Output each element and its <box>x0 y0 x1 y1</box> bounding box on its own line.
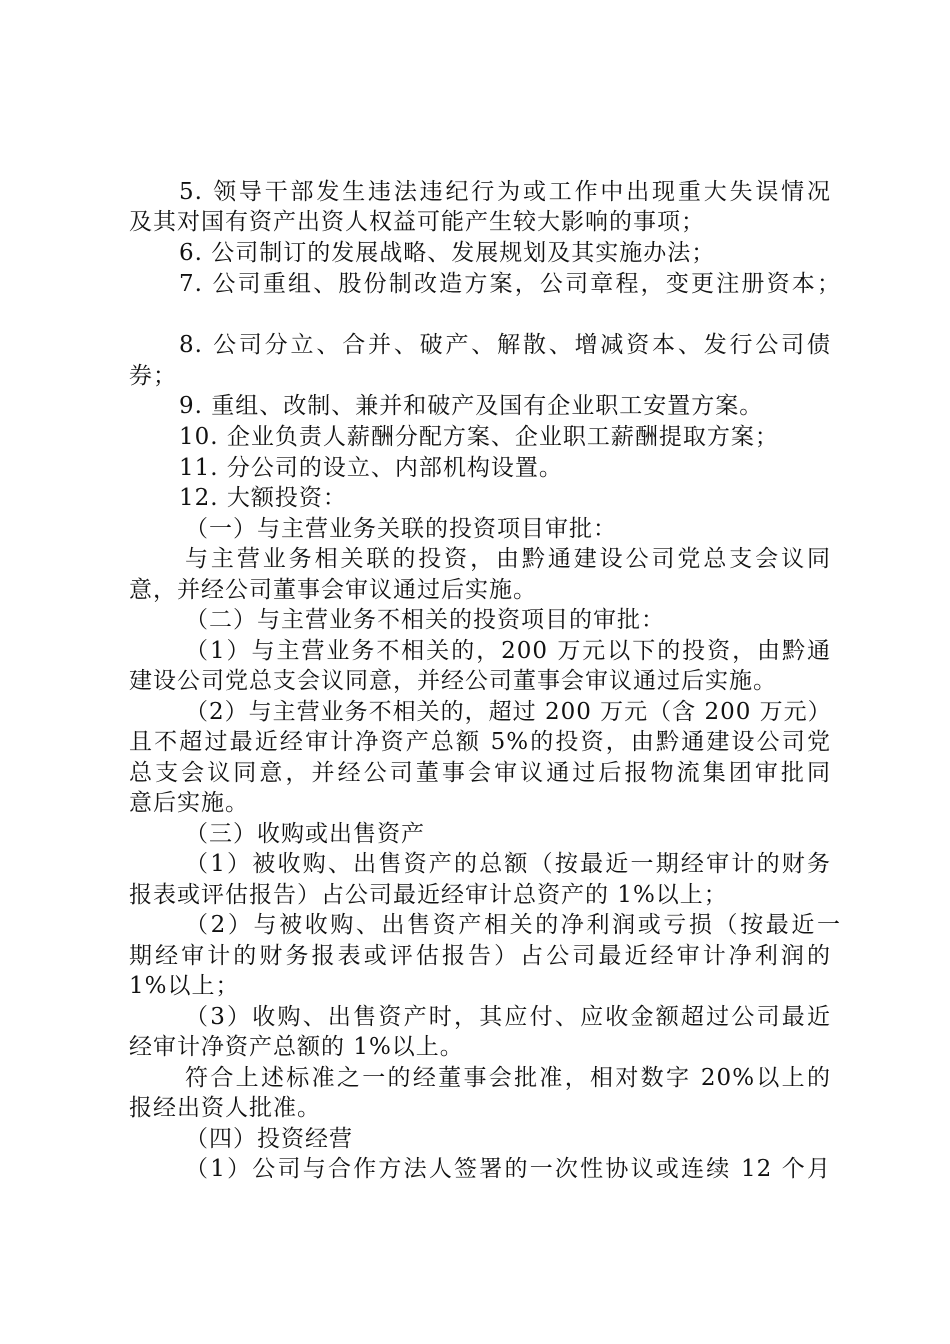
section-3-item-1-line-1: （1）被收购、出售资产的总额（按最近一期经审计的财务 <box>185 851 831 877</box>
section-3-item-3-line-2: 经审计净资产总额的 1%以上。 <box>129 1034 464 1060</box>
section-2-item-2-line-1: （2）与主营业务不相关的，超过 200 万元（含 200 万元） <box>185 699 832 725</box>
section-3-heading: （三）收购或出售资产 <box>185 821 425 847</box>
item-5-line-1: 5. 领导干部发生违法违纪行为或工作中出现重大失误情况 <box>179 179 831 205</box>
section-2-item-1-line-2: 建设公司党总支会议同意，并经公司董事会审议通过后实施。 <box>129 668 777 694</box>
criteria-line-1: 符合上述标准之一的经董事会批准，相对数字 20%以上的 <box>185 1065 831 1091</box>
section-3-item-2-line-3: 1%以上； <box>129 973 240 999</box>
section-3-item-2-line-2: 期经审计的财务报表或评估报告）占公司最近经审计净利润的 <box>129 943 831 969</box>
item-6: 6. 公司制订的发展战略、发展规划及其实施办法； <box>179 240 716 266</box>
item-7: 7. 公司重组、股份制改造方案，公司章程，变更注册资本； <box>179 271 841 297</box>
item-10: 10. 企业负责人薪酬分配方案、企业职工薪酬提取方案； <box>179 424 779 450</box>
section-2-item-2-line-2: 且不超过最近经审计净资产总额 5%的投资，由黔通建设公司党 <box>129 729 831 755</box>
item-8-line-1: 8. 公司分立、合并、破产、解散、增减资本、发行公司债 <box>179 332 831 358</box>
item-12: 12. 大额投资： <box>179 485 347 511</box>
section-2-item-2-line-4: 意后实施。 <box>129 790 249 816</box>
item-11: 11. 分公司的设立、内部机构设置。 <box>179 455 563 481</box>
section-3-item-3-line-1: （3）收购、出售资产时，其应付、应收金额超过公司最近 <box>185 1004 831 1030</box>
section-4-heading: （四）投资经营 <box>185 1126 353 1152</box>
criteria-line-2: 报经出资人批准。 <box>129 1095 321 1121</box>
item-8-line-2: 券； <box>129 363 177 389</box>
section-3-item-1-line-2: 报表或评估报告）占公司最近经审计总资产的 1%以上； <box>129 882 728 908</box>
section-2-item-2-line-3: 总支会议同意，并经公司董事会审议通过后报物流集团审批同 <box>129 760 831 786</box>
section-1-heading: （一）与主营业务关联的投资项目审批： <box>185 516 617 542</box>
section-2-item-1-line-1: （1）与主营业务不相关的，200 万元以下的投资，由黔通 <box>185 638 831 664</box>
section-1-line-2: 意，并经公司董事会审议通过后实施。 <box>129 577 537 603</box>
section-1-line-1: 与主营业务相关联的投资，由黔通建设公司党总支会议同 <box>185 546 831 572</box>
section-4-item-1-line-1: （1）公司与合作方法人签署的一次性协议或连续 12 个月 <box>185 1156 831 1182</box>
item-9: 9. 重组、改制、兼并和破产及国有企业职工安置方案。 <box>179 393 764 419</box>
section-3-item-2-line-1: （2）与被收购、出售资产相关的净利润或亏损（按最近一 <box>185 912 841 938</box>
item-5-line-2: 及其对国有资产出资人权益可能产生较大影响的事项； <box>129 209 705 235</box>
section-2-heading: （二）与主营业务不相关的投资项目的审批： <box>185 607 665 633</box>
